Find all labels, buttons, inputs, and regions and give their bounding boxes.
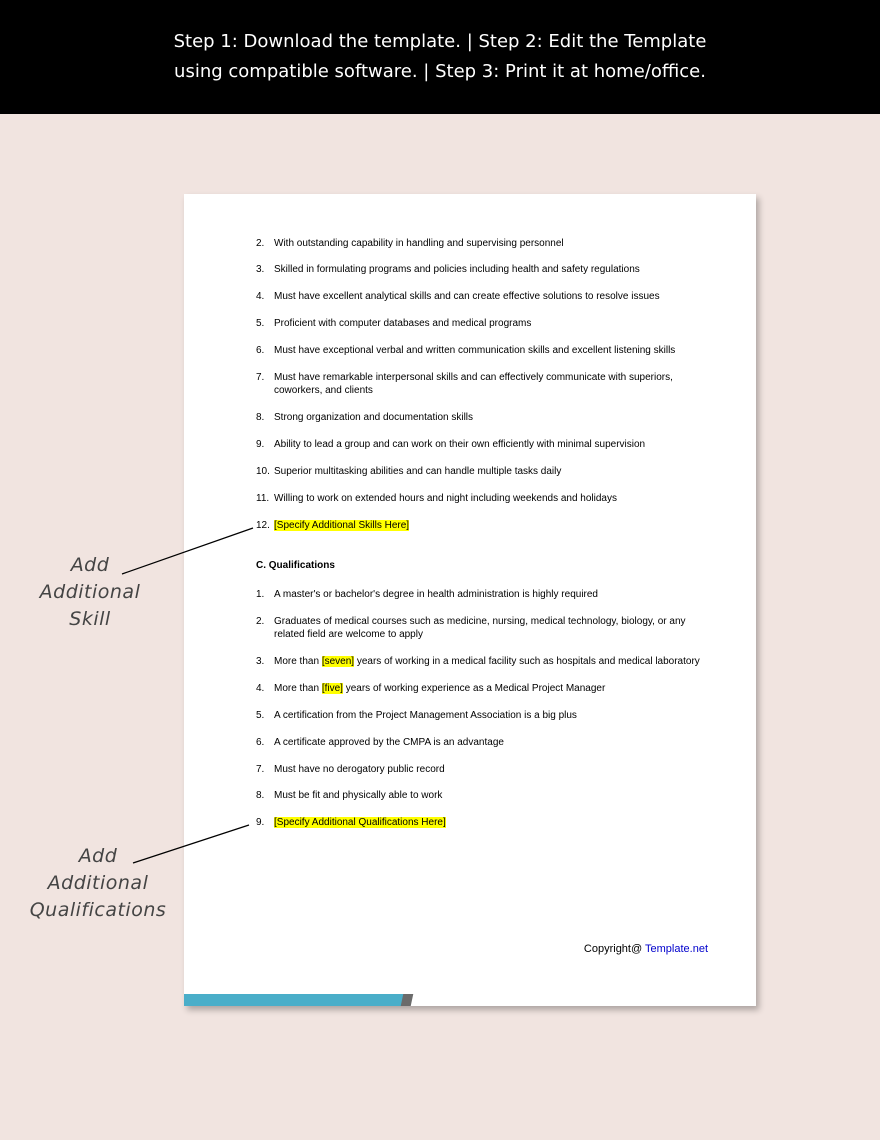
list-item [256, 736, 716, 749]
item-number: 8. [256, 412, 265, 423]
list-item [256, 816, 716, 829]
item-text: Proficient with computer databases and medical programs [274, 318, 532, 329]
list-item [256, 237, 716, 250]
item-number: 2. [256, 238, 265, 249]
item-text: With outstanding capability in handling and supervising personnel [274, 238, 564, 249]
item-number: 3. [256, 264, 265, 275]
template-net-link[interactable]: Template.net [645, 943, 708, 955]
callout-qual-line2: Additional [47, 872, 149, 894]
item-number: 3. [256, 656, 265, 667]
callout-skill-line1: Add [70, 554, 110, 576]
item-number: 4. [256, 291, 265, 302]
list-item [256, 344, 716, 357]
placeholder-years-seven[interactable]: [seven] [321, 656, 355, 667]
list-item [256, 317, 716, 330]
callout-add-skill [20, 552, 160, 633]
item-number: 6. [256, 345, 265, 356]
item-number: 7. [256, 764, 265, 775]
item-text: Skilled in formulating programs and policies including health and safety regulations [274, 264, 640, 275]
callout-qual-line3: Qualifications [29, 899, 167, 921]
item-text: Must have no derogatory public record [274, 764, 445, 775]
callout-qual-line1: Add [78, 845, 118, 867]
copyright-prefix: Copyright@ [583, 943, 646, 955]
footer-accent-slant [401, 994, 414, 1006]
item-text: A certificate approved by the CMPA is an advantage [274, 737, 504, 748]
item-text-post: years of working experience as a Medical Project Manager [342, 683, 606, 694]
item-number: 9. [256, 439, 265, 450]
qualifications-heading: C. Qualifications [256, 560, 335, 571]
list-item [256, 438, 716, 451]
item-text: A master's or bachelor's degree in health administration is highly required [274, 589, 598, 600]
placeholder-additional-qualifications[interactable]: [Specify Additional Qualifications Here] [274, 817, 446, 828]
item-number: 9. [256, 817, 265, 828]
list-item [256, 789, 716, 802]
item-number: 12. [256, 520, 270, 531]
callout-skill-line3: Skill [69, 608, 111, 630]
instruction-banner [0, 0, 880, 114]
item-text: Must be fit and physically able to work [274, 790, 443, 801]
document-page [184, 194, 756, 1006]
list-item [256, 519, 716, 532]
callout-add-qualifications [16, 843, 180, 924]
item-text: Must have exceptional verbal and written communication skills and excellent listening skills [274, 345, 676, 356]
item-text [274, 682, 716, 695]
item-number: 10. [256, 466, 270, 477]
list-item [256, 655, 716, 668]
item-number: 1. [256, 589, 265, 600]
item-text: Must have remarkable interpersonal skills and can effectively communicate with superiors, coworkers, and clients [274, 372, 673, 396]
banner-line-1: Step 1: Download the template. | Step 2: Edit the Template [173, 31, 707, 52]
item-text-pre: More than [274, 656, 322, 667]
item-text: Graduates of medical courses such as medicine, nursing, medical technology, biology, or any related field are welcome to apply [274, 616, 686, 640]
list-item [256, 290, 716, 303]
list-item [256, 371, 716, 397]
list-item [256, 465, 716, 478]
placeholder-years-five[interactable]: [five] [321, 683, 343, 694]
list-item [256, 682, 716, 695]
item-text: Willing to work on extended hours and night including weekends and holidays [274, 493, 617, 504]
callout-skill-line2: Additional [39, 581, 141, 603]
item-text-pre: More than [274, 683, 322, 694]
list-item [256, 411, 716, 424]
item-number: 11. [256, 493, 270, 504]
item-number: 8. [256, 790, 265, 801]
item-text: A certification from the Project Management Association is a big plus [274, 710, 577, 721]
item-number: 5. [256, 318, 265, 329]
footer-accent-bar [184, 994, 406, 1006]
item-number: 5. [256, 710, 265, 721]
item-text: Must have excellent analytical skills and can create effective solutions to resolve issues [274, 291, 660, 302]
item-number: 6. [256, 737, 265, 748]
item-text-post: years of working in a medical facility such as hospitals and medical laboratory [354, 656, 700, 667]
list-item [256, 615, 716, 641]
item-number: 2. [256, 616, 265, 627]
list-item [256, 492, 716, 505]
list-item [256, 763, 716, 776]
banner-line-2: using compatible software. | Step 3: Print it at home/office. [174, 61, 706, 82]
item-text: Ability to lead a group and can work on their own efficiently with minimal supervision [274, 439, 646, 450]
list-item [256, 588, 716, 601]
item-number: 4. [256, 683, 265, 694]
copyright-footer [584, 943, 708, 955]
item-text: Superior multitasking abilities and can handle multiple tasks daily [274, 466, 562, 477]
list-item [256, 709, 716, 722]
item-number: 7. [256, 372, 265, 383]
item-text [274, 655, 716, 668]
placeholder-additional-skills[interactable]: [Specify Additional Skills Here] [274, 520, 410, 531]
item-text: Strong organization and documentation skills [274, 412, 474, 423]
list-item [256, 263, 716, 276]
